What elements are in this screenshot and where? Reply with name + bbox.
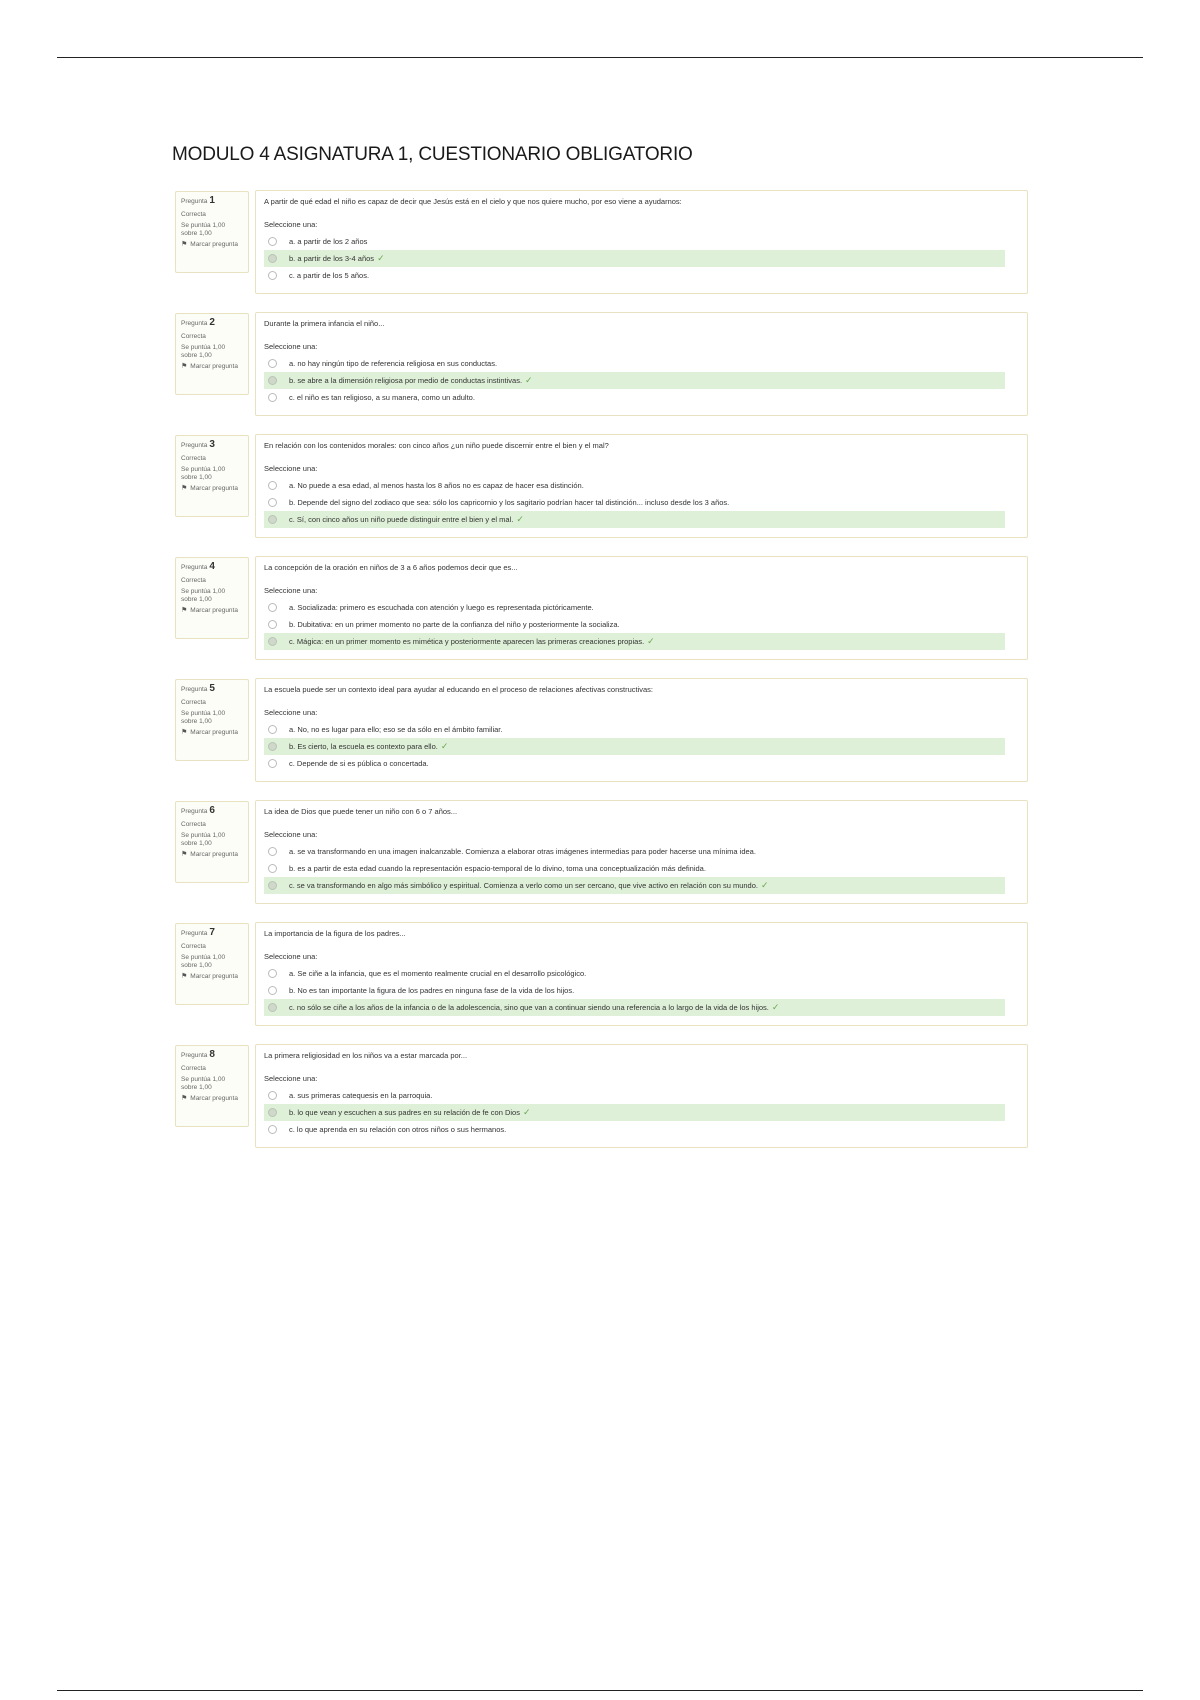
flag-label: Marcar pregunta — [190, 1094, 238, 1102]
answer-label: a. No, no es lugar para ello; eso se da sólo en el ámbito familiar. — [289, 725, 503, 734]
question-number: 6 — [209, 805, 215, 816]
flag-question-link[interactable] — [181, 363, 243, 372]
answer-label: b. No es tan importante la figura de los padres en ninguna fase de la vida de los hijos. — [289, 986, 575, 995]
answer-option[interactable] — [264, 477, 1005, 494]
radio-button[interactable] — [268, 1108, 277, 1117]
answer-option[interactable] — [264, 233, 1005, 250]
radio-button[interactable] — [268, 237, 277, 246]
bottom-rule — [57, 1690, 1143, 1691]
flag-question-link[interactable] — [181, 485, 243, 494]
question-label-text: Pregunta — [181, 320, 208, 327]
question-number: 7 — [209, 927, 215, 938]
answer-option[interactable] — [264, 267, 1005, 284]
answer-prompt: Seleccione una: — [264, 464, 318, 473]
question-grade: Se puntúa 1,00 sobre 1,00 — [181, 709, 226, 725]
answer-option[interactable] — [264, 721, 1005, 738]
answer-label: b. lo que vean y escuchen a sus padres en su relación de fe con Dios — [289, 1108, 520, 1117]
question-label — [181, 317, 215, 328]
question-grade: Se puntúa 1,00 sobre 1,00 — [181, 587, 226, 603]
answer-label: c. Mágica: en un primer momento es mimética y posteriormente aparecen las primeras creaciones propias. — [289, 637, 645, 646]
answer-label: a. a partir de los 2 años — [289, 237, 368, 246]
question-grade: Se puntúa 1,00 sobre 1,00 — [181, 465, 226, 481]
answer-label: b. Depende del signo del zodiaco que sea: sólo los capricornio y los sagitario podrían hacer tal distinción... incluso desde los 3 años. — [289, 498, 730, 507]
question-grade: Se puntúa 1,00 sobre 1,00 — [181, 221, 226, 237]
answer-label: a. Se ciñe a la infancia, que es el momento realmente crucial en el desarrollo psicológico. — [289, 969, 587, 978]
radio-button[interactable] — [268, 498, 277, 507]
question-grade: Se puntúa 1,00 sobre 1,00 — [181, 831, 226, 847]
answer-prompt: Seleccione una: — [264, 586, 318, 595]
radio-button[interactable] — [268, 481, 277, 490]
question-7 — [175, 922, 1028, 1030]
question-state: Correcta — [181, 332, 206, 340]
answer-prompt: Seleccione una: — [264, 830, 318, 839]
answer-option[interactable] — [264, 843, 1005, 860]
top-rule — [57, 57, 1143, 58]
question-state: Correcta — [181, 942, 206, 950]
question-info — [175, 1045, 249, 1127]
question-label-text: Pregunta — [181, 442, 208, 449]
answer-label: a. No puede a esa edad, al menos hasta los 8 años no es capaz de hacer esa distinción. — [289, 481, 584, 490]
question-number: 3 — [209, 439, 215, 450]
answer-prompt: Seleccione una: — [264, 1074, 318, 1083]
radio-button[interactable] — [268, 986, 277, 995]
question-state: Correcta — [181, 698, 206, 706]
question-number: 1 — [209, 195, 215, 206]
check-icon: ✓ — [522, 1107, 531, 1117]
flag-label: Marcar pregunta — [190, 606, 238, 614]
question-label — [181, 683, 215, 694]
question-info — [175, 191, 249, 273]
answer-option-correct[interactable] — [264, 999, 1005, 1016]
answer-label: a. Socializada: primero es escuchada con atención y luego es representada pictóricamente. — [289, 603, 594, 612]
question-state: Correcta — [181, 1064, 206, 1072]
flag-label: Marcar pregunta — [190, 850, 238, 858]
radio-button[interactable] — [268, 1003, 277, 1012]
question-text: La idea de Dios que puede tener un niño con 6 o 7 años... — [264, 807, 458, 816]
answer-option-correct[interactable] — [264, 372, 1005, 389]
answer-label: b. Es cierto, la escuela es contexto para ello. — [289, 742, 438, 751]
answer-label: b. se abre a la dimensión religiosa por medio de conductas instintivas. — [289, 376, 523, 385]
flag-icon: ⚑ — [181, 362, 188, 370]
answer-option[interactable] — [264, 355, 1005, 372]
question-content — [255, 800, 1028, 904]
answer-label: b. es a partir de esta edad cuando la representación espacio-temporal de lo divino, toma una conceptualización más definida. — [289, 864, 706, 873]
question-8 — [175, 1044, 1028, 1152]
flag-label: Marcar pregunta — [190, 362, 238, 370]
question-text: La primera religiosidad en los niños va a estar marcada por... — [264, 1051, 468, 1060]
answer-option[interactable] — [264, 965, 1005, 982]
question-content — [255, 556, 1028, 660]
radio-button[interactable] — [268, 393, 277, 402]
answer-option-correct[interactable] — [264, 1104, 1005, 1121]
answer-label: c. se va transformando en algo más simbólico y espiritual. Comienza a verlo como un ser cercano, que vive activo en relación con su mundo. — [289, 881, 758, 890]
question-label-text: Pregunta — [181, 564, 208, 571]
question-5 — [175, 678, 1028, 786]
radio-button[interactable] — [268, 847, 277, 856]
answer-option[interactable] — [264, 755, 1005, 772]
question-label — [181, 805, 215, 816]
question-info — [175, 435, 249, 517]
question-label-text: Pregunta — [181, 1052, 208, 1059]
question-text: A partir de qué edad el niño es capaz de decir que Jesús está en el cielo y que nos quiere mucho, por eso viene a ayudarnos: — [264, 197, 682, 206]
question-state: Correcta — [181, 454, 206, 462]
flag-label: Marcar pregunta — [190, 972, 238, 980]
question-grade: Se puntúa 1,00 sobre 1,00 — [181, 953, 226, 969]
answer-option[interactable] — [264, 389, 1005, 406]
answer-option[interactable] — [264, 599, 1005, 616]
flag-question-link[interactable] — [181, 241, 243, 250]
answer-option[interactable] — [264, 494, 1005, 511]
question-info — [175, 557, 249, 639]
question-label — [181, 561, 215, 572]
question-info — [175, 923, 249, 1005]
question-number: 5 — [209, 683, 215, 694]
question-grade: Se puntúa 1,00 sobre 1,00 — [181, 343, 226, 359]
radio-button[interactable] — [268, 271, 277, 280]
question-label-text: Pregunta — [181, 686, 208, 693]
answer-prompt: Seleccione una: — [264, 952, 318, 961]
check-icon: ✓ — [525, 375, 533, 385]
answer-label: c. Depende de si es pública o concertada. — [289, 759, 429, 768]
answer-option-correct[interactable] — [264, 738, 1005, 755]
check-icon: ✓ — [647, 636, 655, 646]
question-content — [255, 312, 1028, 416]
radio-button[interactable] — [268, 637, 277, 646]
question-info — [175, 313, 249, 395]
answer-option[interactable] — [264, 982, 1005, 999]
answer-option-correct[interactable] — [264, 877, 1005, 894]
flag-question-link[interactable] — [181, 729, 243, 738]
answer-label: c. a partir de los 5 años. — [289, 271, 370, 280]
answer-option[interactable] — [264, 860, 1005, 877]
radio-button[interactable] — [268, 969, 277, 978]
flag-question-link[interactable] — [181, 607, 243, 616]
answer-prompt: Seleccione una: — [264, 220, 318, 229]
answer-option[interactable] — [264, 1121, 1005, 1138]
question-label-text: Pregunta — [181, 198, 208, 205]
question-text: La escuela puede ser un contexto ideal para ayudar al educando en el proceso de relaciones afectivas constructivas: — [264, 685, 653, 694]
flag-icon: ⚑ — [181, 484, 188, 492]
answer-option-correct[interactable] — [264, 633, 1005, 650]
flag-icon: ⚑ — [181, 972, 188, 980]
answer-option[interactable] — [264, 1087, 1005, 1104]
question-2 — [175, 312, 1028, 420]
radio-button[interactable] — [268, 1091, 277, 1100]
flag-icon: ⚑ — [181, 728, 188, 736]
question-label — [181, 439, 215, 450]
question-label-text: Pregunta — [181, 930, 208, 937]
question-6 — [175, 800, 1028, 908]
radio-button[interactable] — [268, 515, 277, 524]
radio-button[interactable] — [268, 864, 277, 873]
question-content — [255, 190, 1028, 294]
flag-icon: ⚑ — [181, 240, 188, 248]
answer-prompt: Seleccione una: — [264, 342, 318, 351]
radio-button[interactable] — [268, 742, 277, 751]
flag-question-link[interactable] — [181, 851, 243, 860]
question-state: Correcta — [181, 576, 206, 584]
radio-button[interactable] — [268, 881, 277, 890]
question-text: Durante la primera infancia el niño... — [264, 319, 385, 328]
question-number: 2 — [209, 317, 215, 328]
flag-question-link[interactable] — [181, 1095, 243, 1104]
question-text: La concepción de la oración en niños de 3 a 6 años podemos decir que es... — [264, 563, 518, 572]
radio-button[interactable] — [268, 359, 277, 368]
flag-icon: ⚑ — [181, 1094, 188, 1102]
radio-button[interactable] — [268, 759, 277, 768]
question-grade: Se puntúa 1,00 sobre 1,00 — [181, 1075, 226, 1091]
check-icon: ✓ — [760, 880, 769, 890]
question-label — [181, 927, 215, 938]
answer-option-correct[interactable] — [264, 250, 1005, 267]
question-text: En relación con los contenidos morales: con cinco años ¿un niño puede discernir entre el bien y el mal? — [264, 441, 609, 450]
question-label — [181, 1049, 215, 1060]
flag-label: Marcar pregunta — [190, 728, 238, 736]
radio-button[interactable] — [268, 376, 277, 385]
answer-label: c. Sí, con cinco años un niño puede distinguir entre el bien y el mal. — [289, 515, 514, 524]
question-text: La importancia de la figura de los padres... — [264, 929, 406, 938]
answer-label: a. no hay ningún tipo de referencia religiosa en sus conductas. — [289, 359, 498, 368]
question-3 — [175, 434, 1028, 542]
answer-label: b. Dubitativa: en un primer momento no parte de la confianza del niño y posteriormente la socializa. — [289, 620, 620, 629]
check-icon: ✓ — [516, 514, 524, 524]
answer-label: c. el niño es tan religioso, a su manera, como un adulto. — [289, 393, 475, 402]
question-info — [175, 801, 249, 883]
answer-prompt: Seleccione una: — [264, 708, 318, 717]
radio-button[interactable] — [268, 254, 277, 263]
question-content — [255, 922, 1028, 1026]
quiz-review — [175, 190, 1028, 1166]
radio-button[interactable] — [268, 1125, 277, 1134]
answer-label: a. sus primeras catequesis en la parroquia. — [289, 1091, 433, 1100]
flag-icon: ⚑ — [181, 850, 188, 858]
check-icon: ✓ — [771, 1002, 780, 1012]
answer-label: b. a partir de los 3-4 años — [289, 254, 375, 263]
question-content — [255, 678, 1028, 782]
question-number: 4 — [209, 561, 215, 572]
check-icon: ✓ — [377, 253, 385, 263]
answer-label: c. lo que aprenda en su relación con otros niños o sus hermanos. — [289, 1125, 507, 1134]
check-icon: ✓ — [440, 741, 449, 751]
question-content — [255, 434, 1028, 538]
question-content — [255, 1044, 1028, 1148]
question-state: Correcta — [181, 210, 206, 218]
question-label-text: Pregunta — [181, 808, 208, 815]
flag-icon: ⚑ — [181, 606, 188, 614]
flag-question-link[interactable] — [181, 973, 243, 982]
flag-label: Marcar pregunta — [190, 484, 238, 492]
answer-label: c. no sólo se ciñe a los años de la infancia o de la adolescencia, sino que van a continuar siendo una referencia a lo largo de la vida de los hijos. — [289, 1003, 769, 1012]
answer-option-correct[interactable] — [264, 511, 1005, 528]
page-title: MODULO 4 ASIGNATURA 1, CUESTIONARIO OBLIGATORIO — [172, 144, 693, 165]
question-number: 8 — [209, 1049, 215, 1060]
question-state: Correcta — [181, 820, 206, 828]
flag-label: Marcar pregunta — [190, 240, 238, 248]
question-1 — [175, 190, 1028, 298]
radio-button[interactable] — [268, 620, 277, 629]
radio-button[interactable] — [268, 725, 277, 734]
answer-label: a. se va transformando en una imagen inalcanzable. Comienza a elaborar otras imágenes intermedias para poder hacerse una mínima idea. — [289, 847, 756, 856]
answer-option[interactable] — [264, 616, 1005, 633]
question-4 — [175, 556, 1028, 664]
question-info — [175, 679, 249, 761]
radio-button[interactable] — [268, 603, 277, 612]
question-label — [181, 195, 215, 206]
